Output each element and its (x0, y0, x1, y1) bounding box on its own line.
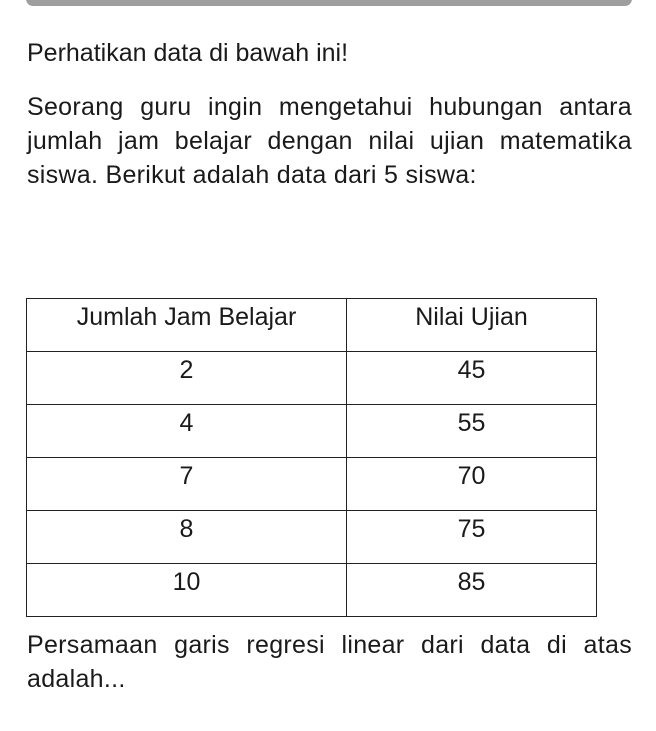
cell-score: 45 (347, 352, 597, 405)
cell-score: 85 (347, 564, 597, 617)
cell-score: 70 (347, 458, 597, 511)
cell-hours: 4 (27, 405, 347, 458)
cell-hours: 10 (27, 564, 347, 617)
table-header-row (27, 299, 597, 352)
intro-text: Perhatikan data di bawah ini! (27, 39, 349, 67)
cell-score: 55 (347, 405, 597, 458)
table-row (27, 352, 597, 405)
table-row (27, 405, 597, 458)
header-hours: Jumlah Jam Belajar (27, 299, 347, 352)
cell-hours: 2 (27, 352, 347, 405)
question-text: Seorang guru ingin mengetahui hubungan antara jumlah jam belajar dengan nilai ujian matematika siswa. Berikut adalah data dari 5 siswa: (27, 93, 632, 189)
table-row (27, 564, 597, 617)
cell-hours: 7 (27, 458, 347, 511)
cell-hours: 8 (27, 511, 347, 564)
top-scroll-bar (26, 0, 632, 6)
table-row (27, 458, 597, 511)
closing-text: Persamaan garis regresi linear dari data di atas adalah... (27, 631, 632, 693)
data-table (26, 298, 597, 617)
cell-score: 75 (347, 511, 597, 564)
table-row (27, 511, 597, 564)
header-score: Nilai Ujian (347, 299, 597, 352)
